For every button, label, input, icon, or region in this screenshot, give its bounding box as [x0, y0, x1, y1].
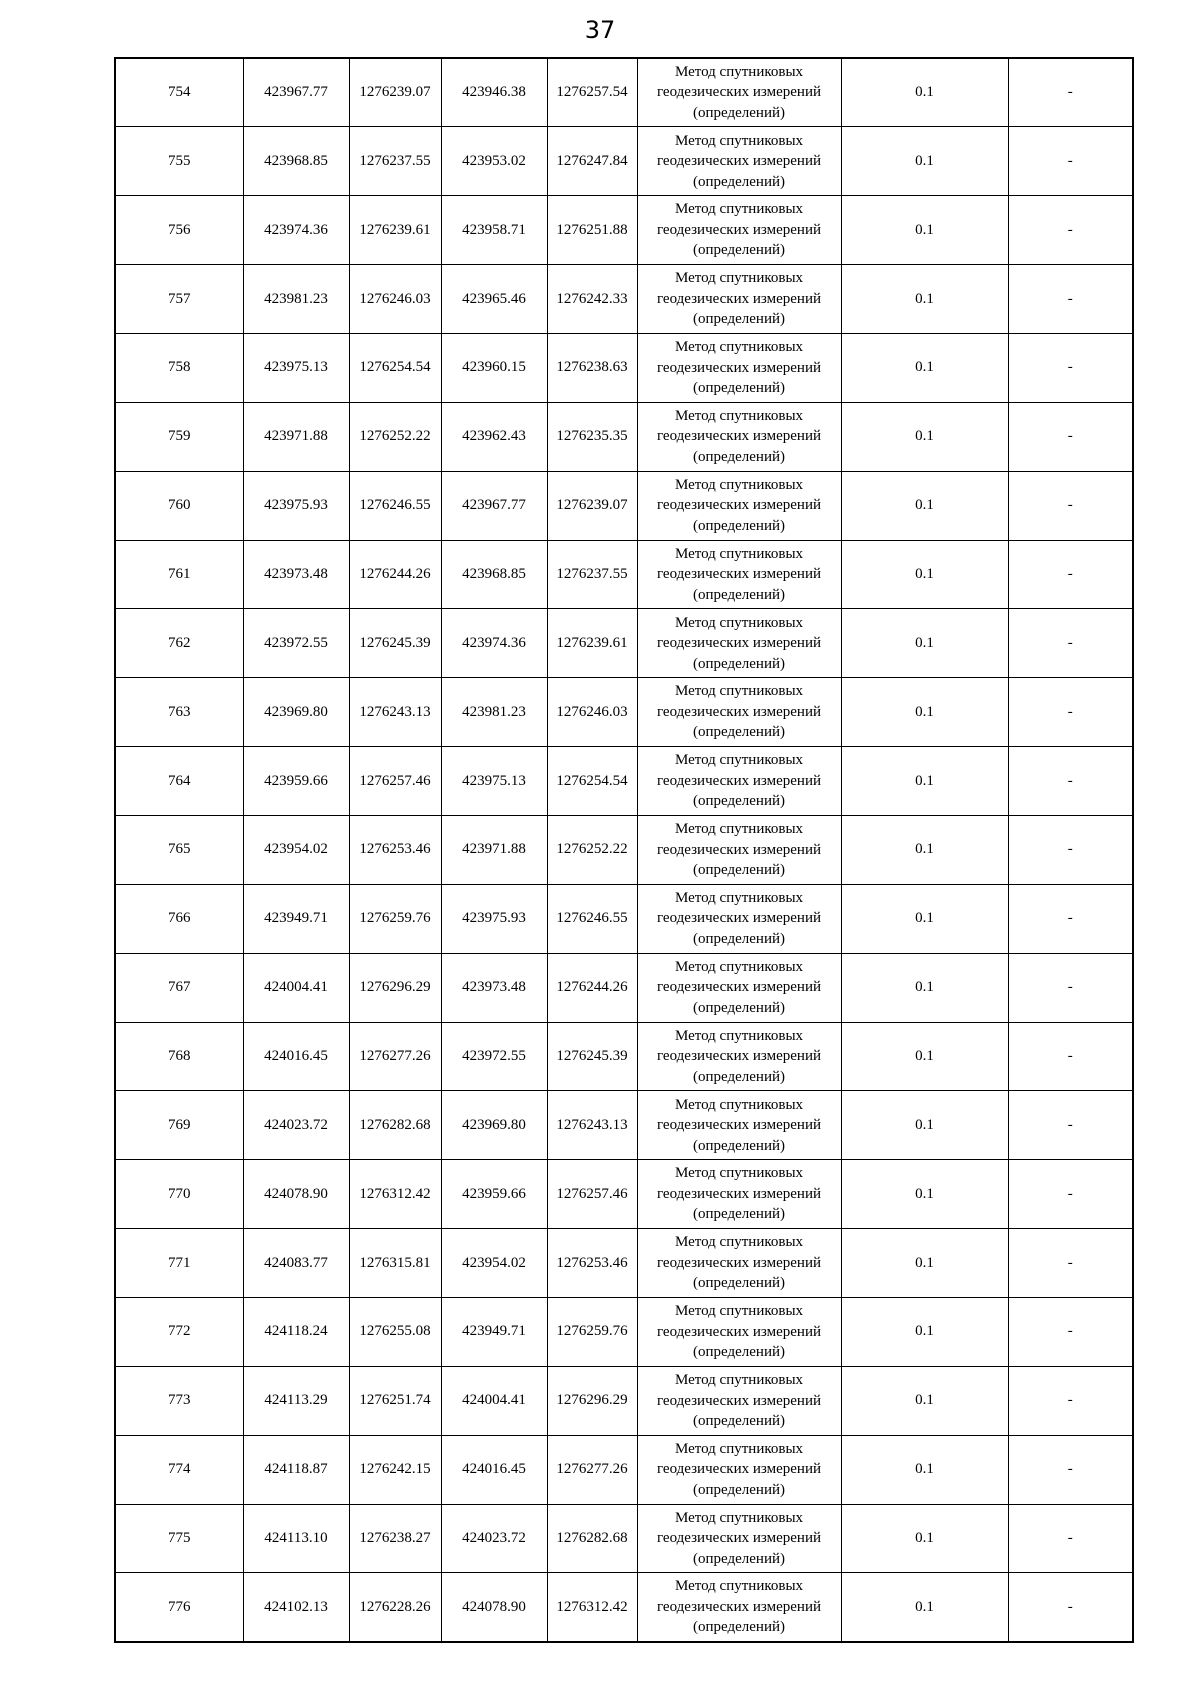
y-coordinate-prev-cell: 1276244.26 — [547, 953, 637, 1022]
accuracy-cell: 0.1 — [841, 402, 1008, 471]
accuracy-cell: 0.1 — [841, 1091, 1008, 1160]
x-coordinate-prev-cell: 423949.71 — [441, 1297, 547, 1366]
y-coordinate-prev-cell: 1276257.46 — [547, 1160, 637, 1229]
note-cell: - — [1008, 884, 1133, 953]
point-number-cell: 761 — [115, 540, 243, 609]
x-coordinate-prev-cell: 423958.71 — [441, 196, 547, 265]
x-coordinate-cell: 423975.13 — [243, 333, 349, 402]
accuracy-cell: 0.1 — [841, 884, 1008, 953]
method-cell: Метод спутниковых геодезических измерений (определений) — [637, 1091, 841, 1160]
y-coordinate-prev-cell: 1276238.63 — [547, 333, 637, 402]
point-number-cell: 772 — [115, 1297, 243, 1366]
x-coordinate-prev-cell: 424023.72 — [441, 1504, 547, 1573]
accuracy-cell: 0.1 — [841, 1229, 1008, 1298]
accuracy-cell: 0.1 — [841, 747, 1008, 816]
accuracy-cell: 0.1 — [841, 678, 1008, 747]
table-row — [115, 815, 1133, 884]
x-coordinate-cell: 424113.29 — [243, 1366, 349, 1435]
y-coordinate-cell: 1276257.46 — [349, 747, 441, 816]
y-coordinate-cell: 1276277.26 — [349, 1022, 441, 1091]
x-coordinate-cell: 423972.55 — [243, 609, 349, 678]
point-number-cell: 776 — [115, 1573, 243, 1642]
y-coordinate-prev-cell: 1276246.03 — [547, 678, 637, 747]
note-cell: - — [1008, 127, 1133, 196]
accuracy-cell: 0.1 — [841, 1022, 1008, 1091]
point-number-cell: 759 — [115, 402, 243, 471]
method-cell: Метод спутниковых геодезических измерений (определений) — [637, 540, 841, 609]
note-cell: - — [1008, 815, 1133, 884]
y-coordinate-cell: 1276254.54 — [349, 333, 441, 402]
x-coordinate-prev-cell: 424078.90 — [441, 1573, 547, 1642]
table-row — [115, 678, 1133, 747]
table-row — [115, 333, 1133, 402]
x-coordinate-prev-cell: 423960.15 — [441, 333, 547, 402]
table-row — [115, 471, 1133, 540]
point-number-cell: 765 — [115, 815, 243, 884]
y-coordinate-prev-cell: 1276259.76 — [547, 1297, 637, 1366]
x-coordinate-cell: 424023.72 — [243, 1091, 349, 1160]
y-coordinate-cell: 1276242.15 — [349, 1435, 441, 1504]
note-cell: - — [1008, 1229, 1133, 1298]
point-number-cell: 773 — [115, 1366, 243, 1435]
table-row — [115, 1297, 1133, 1366]
y-coordinate-prev-cell: 1276246.55 — [547, 884, 637, 953]
accuracy-cell: 0.1 — [841, 1435, 1008, 1504]
note-cell: - — [1008, 540, 1133, 609]
x-coordinate-cell: 423967.77 — [243, 58, 349, 127]
y-coordinate-cell: 1276239.07 — [349, 58, 441, 127]
x-coordinate-prev-cell: 423973.48 — [441, 953, 547, 1022]
method-cell: Метод спутниковых геодезических измерений (определений) — [637, 333, 841, 402]
y-coordinate-prev-cell: 1276277.26 — [547, 1435, 637, 1504]
y-coordinate-prev-cell: 1276282.68 — [547, 1504, 637, 1573]
x-coordinate-prev-cell: 423968.85 — [441, 540, 547, 609]
method-cell: Метод спутниковых геодезических измерений (определений) — [637, 471, 841, 540]
note-cell: - — [1008, 265, 1133, 334]
point-number-cell: 769 — [115, 1091, 243, 1160]
table-row — [115, 884, 1133, 953]
table-row — [115, 1022, 1133, 1091]
note-cell: - — [1008, 609, 1133, 678]
table-row — [115, 1229, 1133, 1298]
x-coordinate-cell: 423969.80 — [243, 678, 349, 747]
y-coordinate-cell: 1276228.26 — [349, 1573, 441, 1642]
x-coordinate-cell: 423975.93 — [243, 471, 349, 540]
table-row — [115, 265, 1133, 334]
point-number-cell: 771 — [115, 1229, 243, 1298]
table-row — [115, 1366, 1133, 1435]
y-coordinate-prev-cell: 1276253.46 — [547, 1229, 637, 1298]
method-cell: Метод спутниковых геодезических измерений (определений) — [637, 1022, 841, 1091]
point-number-cell: 767 — [115, 953, 243, 1022]
table-body — [115, 58, 1133, 1642]
x-coordinate-prev-cell: 424016.45 — [441, 1435, 547, 1504]
x-coordinate-cell: 424078.90 — [243, 1160, 349, 1229]
x-coordinate-prev-cell: 423981.23 — [441, 678, 547, 747]
accuracy-cell: 0.1 — [841, 540, 1008, 609]
x-coordinate-cell: 424004.41 — [243, 953, 349, 1022]
table-row — [115, 953, 1133, 1022]
accuracy-cell: 0.1 — [841, 609, 1008, 678]
y-coordinate-cell: 1276255.08 — [349, 1297, 441, 1366]
accuracy-cell: 0.1 — [841, 127, 1008, 196]
accuracy-cell: 0.1 — [841, 815, 1008, 884]
table-row — [115, 127, 1133, 196]
method-cell: Метод спутниковых геодезических измерений (определений) — [637, 1573, 841, 1642]
x-coordinate-cell: 423949.71 — [243, 884, 349, 953]
note-cell: - — [1008, 1435, 1133, 1504]
x-coordinate-cell: 423968.85 — [243, 127, 349, 196]
x-coordinate-prev-cell: 423946.38 — [441, 58, 547, 127]
note-cell: - — [1008, 1160, 1133, 1229]
x-coordinate-prev-cell: 423954.02 — [441, 1229, 547, 1298]
y-coordinate-cell: 1276244.26 — [349, 540, 441, 609]
y-coordinate-cell: 1276246.55 — [349, 471, 441, 540]
note-cell: - — [1008, 471, 1133, 540]
y-coordinate-prev-cell: 1276251.88 — [547, 196, 637, 265]
table-row — [115, 196, 1133, 265]
accuracy-cell: 0.1 — [841, 1504, 1008, 1573]
y-coordinate-cell: 1276246.03 — [349, 265, 441, 334]
point-number-cell: 758 — [115, 333, 243, 402]
y-coordinate-cell: 1276296.29 — [349, 953, 441, 1022]
point-number-cell: 766 — [115, 884, 243, 953]
accuracy-cell: 0.1 — [841, 953, 1008, 1022]
point-number-cell: 768 — [115, 1022, 243, 1091]
method-cell: Метод спутниковых геодезических измерений (определений) — [637, 1435, 841, 1504]
x-coordinate-prev-cell: 423971.88 — [441, 815, 547, 884]
y-coordinate-cell: 1276239.61 — [349, 196, 441, 265]
table-row — [115, 402, 1133, 471]
table-row — [115, 540, 1133, 609]
point-number-cell: 756 — [115, 196, 243, 265]
method-cell: Метод спутниковых геодезических измерений (определений) — [637, 1366, 841, 1435]
x-coordinate-prev-cell: 423967.77 — [441, 471, 547, 540]
method-cell: Метод спутниковых геодезических измерений (определений) — [637, 265, 841, 334]
method-cell: Метод спутниковых геодезических измерений (определений) — [637, 609, 841, 678]
table-row — [115, 1091, 1133, 1160]
y-coordinate-prev-cell: 1276237.55 — [547, 540, 637, 609]
table-row — [115, 1573, 1133, 1642]
y-coordinate-cell: 1276315.81 — [349, 1229, 441, 1298]
note-cell: - — [1008, 402, 1133, 471]
method-cell: Метод спутниковых геодезических измерений (определений) — [637, 815, 841, 884]
point-number-cell: 755 — [115, 127, 243, 196]
method-cell: Метод спутниковых геодезических измерений (определений) — [637, 953, 841, 1022]
point-number-cell: 775 — [115, 1504, 243, 1573]
point-number-cell: 760 — [115, 471, 243, 540]
point-number-cell: 754 — [115, 58, 243, 127]
y-coordinate-prev-cell: 1276312.42 — [547, 1573, 637, 1642]
y-coordinate-cell: 1276252.22 — [349, 402, 441, 471]
table-row — [115, 1160, 1133, 1229]
table-row — [115, 1504, 1133, 1573]
method-cell: Метод спутниковых геодезических измерений (определений) — [637, 678, 841, 747]
point-number-cell: 774 — [115, 1435, 243, 1504]
y-coordinate-cell: 1276245.39 — [349, 609, 441, 678]
y-coordinate-prev-cell: 1276239.61 — [547, 609, 637, 678]
y-coordinate-cell: 1276282.68 — [349, 1091, 441, 1160]
x-coordinate-cell: 423974.36 — [243, 196, 349, 265]
method-cell: Метод спутниковых геодезических измерений (определений) — [637, 1229, 841, 1298]
x-coordinate-prev-cell: 423969.80 — [441, 1091, 547, 1160]
y-coordinate-prev-cell: 1276239.07 — [547, 471, 637, 540]
x-coordinate-cell: 424016.45 — [243, 1022, 349, 1091]
y-coordinate-prev-cell: 1276235.35 — [547, 402, 637, 471]
table-row — [115, 1435, 1133, 1504]
x-coordinate-prev-cell: 423975.93 — [441, 884, 547, 953]
y-coordinate-cell: 1276253.46 — [349, 815, 441, 884]
point-number-cell: 762 — [115, 609, 243, 678]
y-coordinate-prev-cell: 1276243.13 — [547, 1091, 637, 1160]
x-coordinate-cell: 423973.48 — [243, 540, 349, 609]
point-number-cell: 763 — [115, 678, 243, 747]
x-coordinate-cell: 424113.10 — [243, 1504, 349, 1573]
method-cell: Метод спутниковых геодезических измерений (определений) — [637, 58, 841, 127]
x-coordinate-cell: 423981.23 — [243, 265, 349, 334]
y-coordinate-prev-cell: 1276245.39 — [547, 1022, 637, 1091]
method-cell: Метод спутниковых геодезических измерений (определений) — [637, 127, 841, 196]
x-coordinate-cell: 424102.13 — [243, 1573, 349, 1642]
y-coordinate-prev-cell: 1276257.54 — [547, 58, 637, 127]
x-coordinate-prev-cell: 423975.13 — [441, 747, 547, 816]
x-coordinate-prev-cell: 423974.36 — [441, 609, 547, 678]
x-coordinate-cell: 424118.24 — [243, 1297, 349, 1366]
x-coordinate-cell: 424083.77 — [243, 1229, 349, 1298]
point-number-cell: 770 — [115, 1160, 243, 1229]
accuracy-cell: 0.1 — [841, 265, 1008, 334]
x-coordinate-cell: 423959.66 — [243, 747, 349, 816]
x-coordinate-prev-cell: 424004.41 — [441, 1366, 547, 1435]
table-row — [115, 747, 1133, 816]
table-row — [115, 609, 1133, 678]
note-cell: - — [1008, 1366, 1133, 1435]
point-number-cell: 757 — [115, 265, 243, 334]
y-coordinate-cell: 1276238.27 — [349, 1504, 441, 1573]
note-cell: - — [1008, 1573, 1133, 1642]
method-cell: Метод спутниковых геодезических измерений (определений) — [637, 1504, 841, 1573]
y-coordinate-cell: 1276312.42 — [349, 1160, 441, 1229]
y-coordinate-cell: 1276243.13 — [349, 678, 441, 747]
x-coordinate-prev-cell: 423962.43 — [441, 402, 547, 471]
point-number-cell: 764 — [115, 747, 243, 816]
x-coordinate-cell: 424118.87 — [243, 1435, 349, 1504]
y-coordinate-prev-cell: 1276252.22 — [547, 815, 637, 884]
y-coordinate-prev-cell: 1276296.29 — [547, 1366, 637, 1435]
x-coordinate-prev-cell: 423965.46 — [441, 265, 547, 334]
note-cell: - — [1008, 1297, 1133, 1366]
method-cell: Метод спутниковых геодезических измерений (определений) — [637, 747, 841, 816]
y-coordinate-prev-cell: 1276247.84 — [547, 127, 637, 196]
accuracy-cell: 0.1 — [841, 1297, 1008, 1366]
note-cell: - — [1008, 678, 1133, 747]
method-cell: Метод спутниковых геодезических измерений (определений) — [637, 884, 841, 953]
x-coordinate-cell: 423971.88 — [243, 402, 349, 471]
x-coordinate-prev-cell: 423953.02 — [441, 127, 547, 196]
method-cell: Метод спутниковых геодезических измерений (определений) — [637, 402, 841, 471]
accuracy-cell: 0.1 — [841, 196, 1008, 265]
method-cell: Метод спутниковых геодезических измерений (определений) — [637, 1297, 841, 1366]
y-coordinate-prev-cell: 1276242.33 — [547, 265, 637, 334]
method-cell: Метод спутниковых геодезических измерений (определений) — [637, 1160, 841, 1229]
y-coordinate-cell: 1276237.55 — [349, 127, 441, 196]
note-cell: - — [1008, 953, 1133, 1022]
y-coordinate-cell: 1276251.74 — [349, 1366, 441, 1435]
coordinates-table — [114, 57, 1134, 1643]
note-cell: - — [1008, 196, 1133, 265]
accuracy-cell: 0.1 — [841, 333, 1008, 402]
y-coordinate-cell: 1276259.76 — [349, 884, 441, 953]
y-coordinate-prev-cell: 1276254.54 — [547, 747, 637, 816]
note-cell: - — [1008, 333, 1133, 402]
accuracy-cell: 0.1 — [841, 1573, 1008, 1642]
x-coordinate-cell: 423954.02 — [243, 815, 349, 884]
method-cell: Метод спутниковых геодезических измерений (определений) — [637, 196, 841, 265]
note-cell: - — [1008, 1091, 1133, 1160]
accuracy-cell: 0.1 — [841, 58, 1008, 127]
x-coordinate-prev-cell: 423959.66 — [441, 1160, 547, 1229]
note-cell: - — [1008, 58, 1133, 127]
accuracy-cell: 0.1 — [841, 1366, 1008, 1435]
note-cell: - — [1008, 747, 1133, 816]
x-coordinate-prev-cell: 423972.55 — [441, 1022, 547, 1091]
page-number: 37 — [584, 16, 616, 44]
accuracy-cell: 0.1 — [841, 1160, 1008, 1229]
accuracy-cell: 0.1 — [841, 471, 1008, 540]
note-cell: - — [1008, 1504, 1133, 1573]
note-cell: - — [1008, 1022, 1133, 1091]
table-row — [115, 58, 1133, 127]
